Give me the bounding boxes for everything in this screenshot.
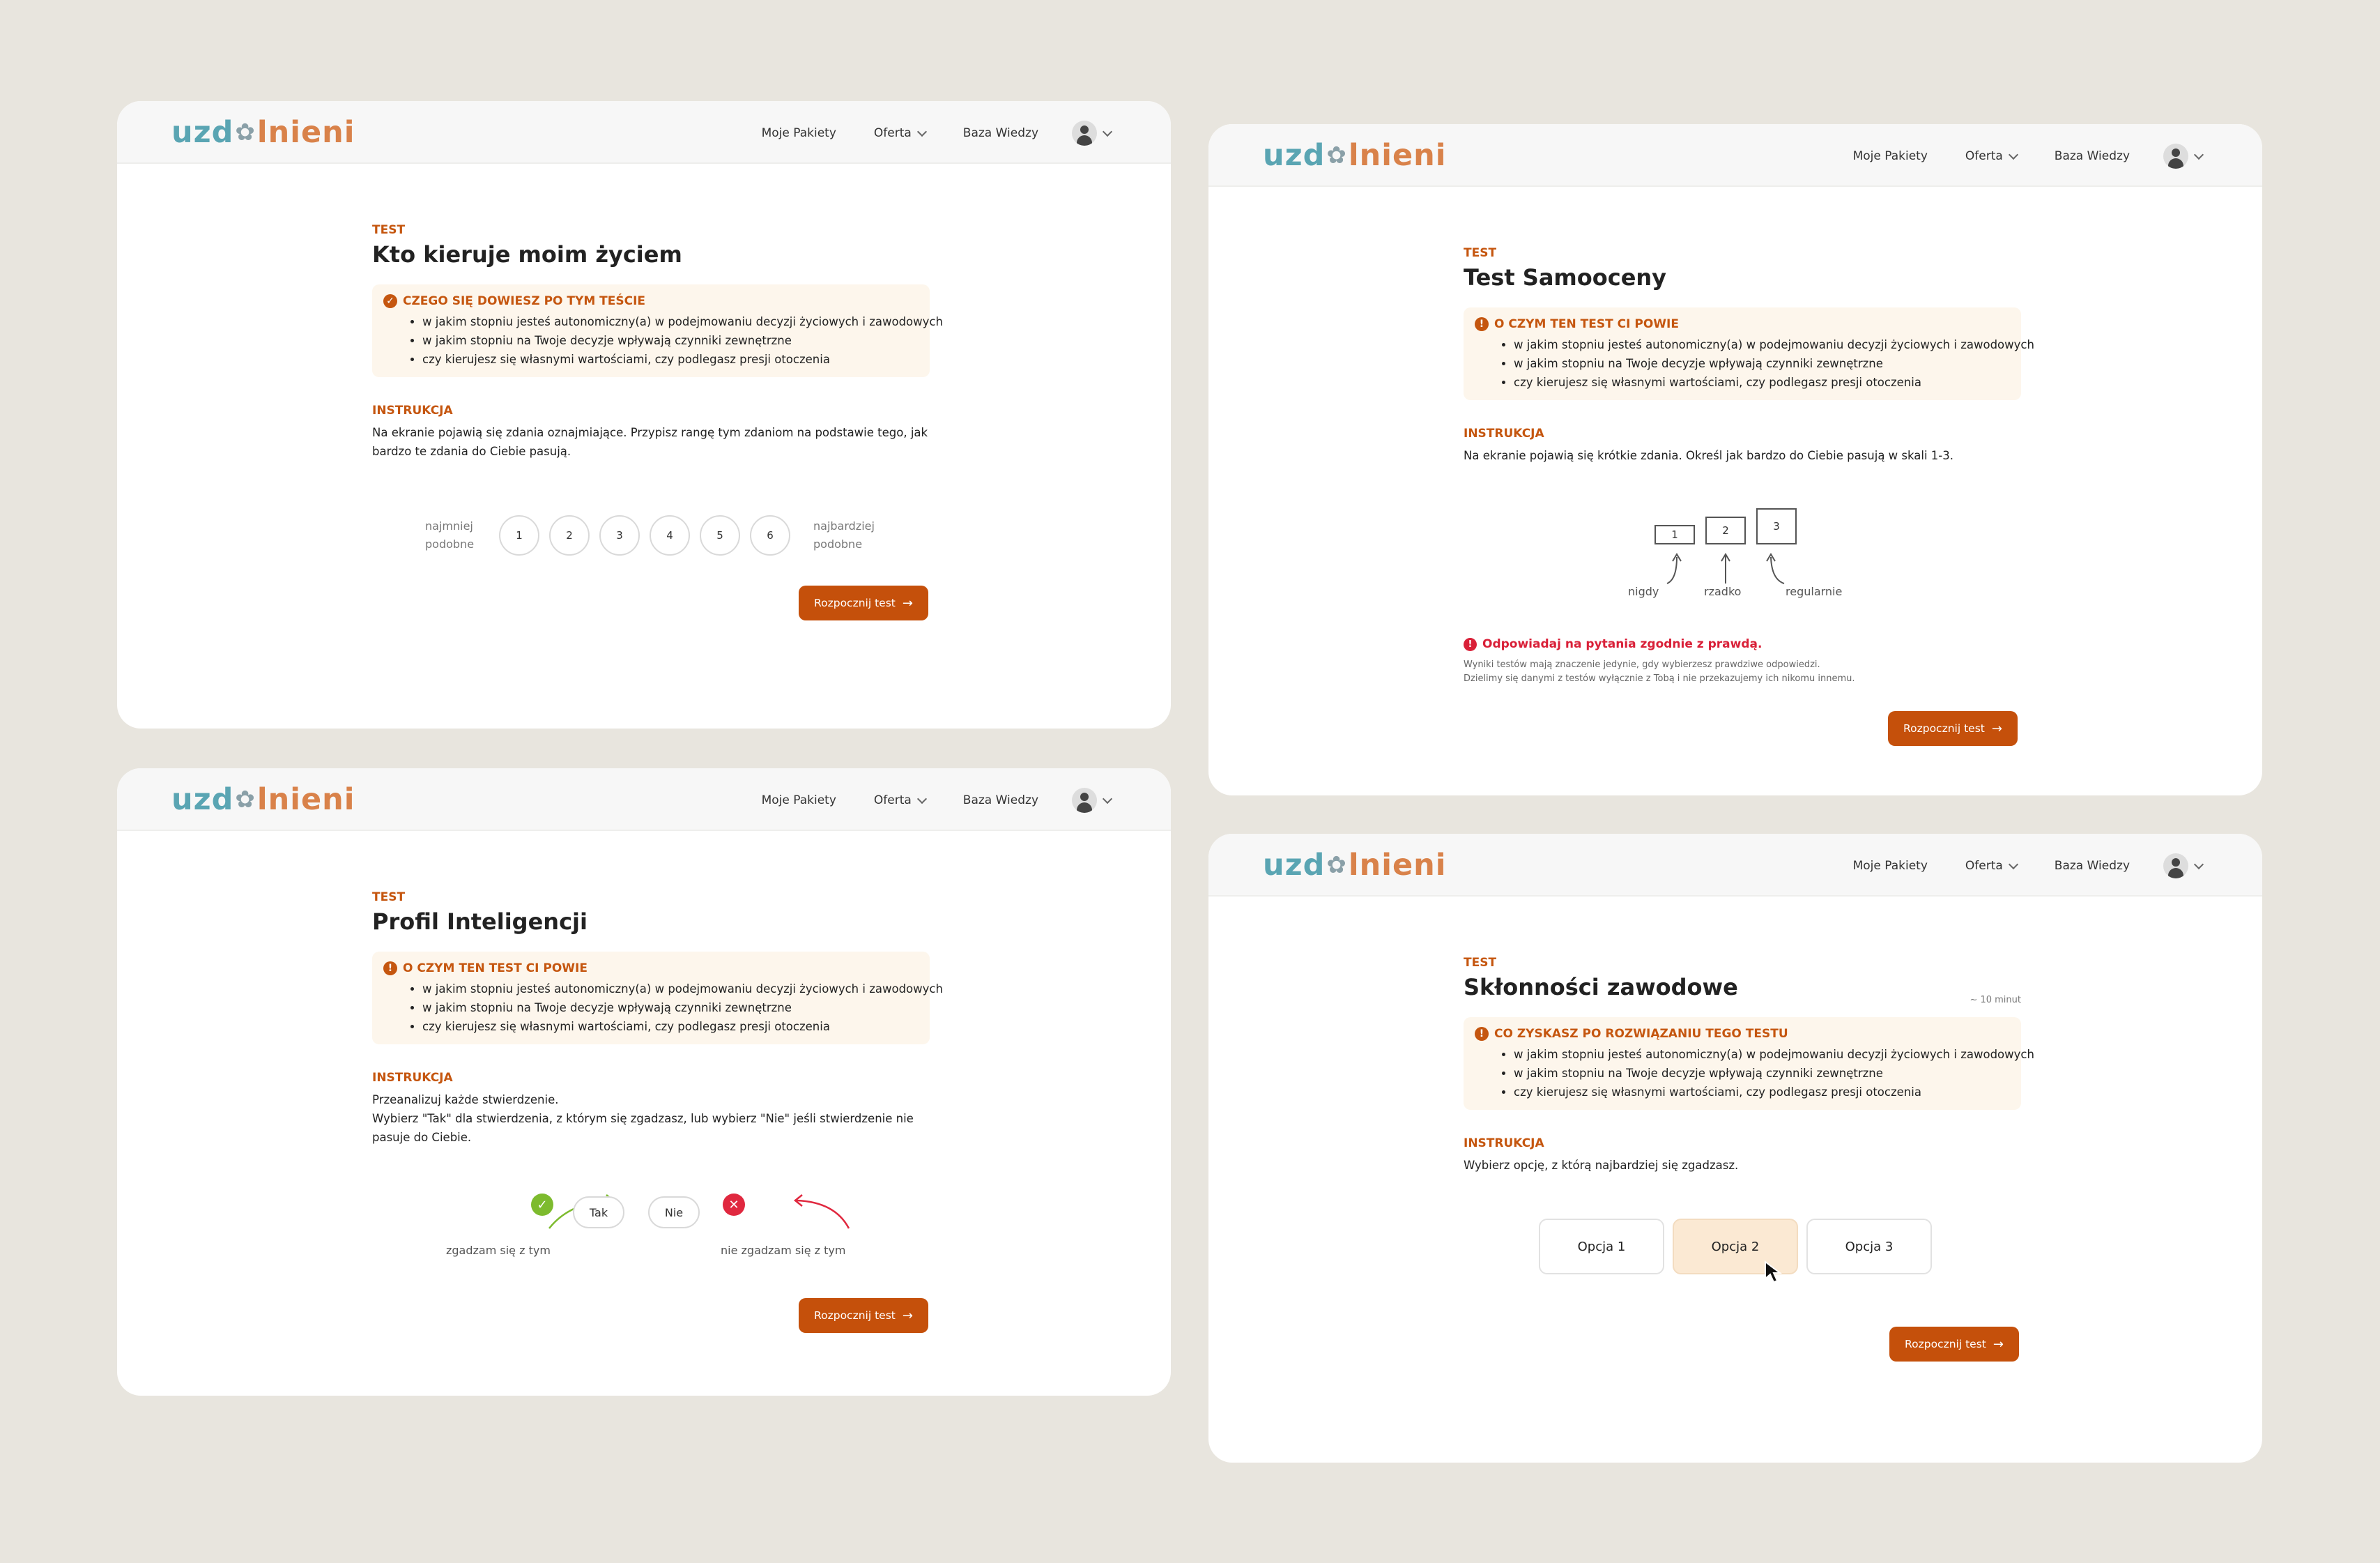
nav-moje-pakiety[interactable]: Moje Pakiety (761, 793, 836, 807)
chevron-down-icon (917, 126, 927, 136)
test-card-sklonnosci (1208, 834, 2262, 1463)
info-title: O CZYM TEN TEST CI POWIE (1494, 317, 1679, 331)
nav-baza-wiedzy[interactable]: Baza Wiedzy (962, 126, 1038, 140)
warning-heading: ! Odpowiadaj na pytania zgodnie z prawdą. (1464, 637, 1762, 651)
nav-baza-wiedzy[interactable]: Baza Wiedzy (2054, 859, 2130, 873)
page-title: Skłonności zawodowe (1464, 974, 1738, 1000)
info-title: O CZYM TEN TEST CI POWIE (403, 961, 588, 975)
logo[interactable]: uzd✿lnieni (171, 115, 355, 150)
option-2[interactable]: Opcja 2 (1673, 1219, 1798, 1274)
instruction-text: Na ekranie pojawią się zdania oznajmiające. Przypisz rangę tym zdaniom na podstawie tego, jak bardzo te zdania do Ciebie pasują. (372, 426, 928, 458)
test-label: TEST (372, 223, 406, 237)
test-label: TEST (372, 890, 406, 904)
nav-moje-pakiety[interactable]: Moje Pakiety (761, 126, 836, 140)
scale-label-nigdy: nigdy (1628, 585, 1659, 598)
logo[interactable]: uzd✿lnieni (1263, 138, 1447, 173)
list-item: • w jakim stopniu jesteś autonomiczny(a) w podejmowaniu decyzji życiowych i zawodowych (1514, 1045, 2010, 1064)
info-box (372, 952, 943, 1044)
arrow-right-icon: → (902, 1308, 913, 1323)
avatar (1072, 788, 1097, 813)
chevron-down-icon (2009, 859, 2018, 869)
scale-box-3: 3 (1756, 508, 1797, 544)
list-item: • w jakim stopniu na Twoje decyzje wpływają czynniki zewnętrzne (1514, 354, 2010, 373)
start-test-button[interactable]: Rozpocznij test → (799, 586, 928, 620)
nav-moje-pakiety[interactable]: Moje Pakiety (1852, 859, 1928, 873)
info-box (1464, 307, 2034, 400)
avatar (1072, 121, 1097, 146)
scale-label-regularnie: regularnie (1786, 585, 1843, 598)
user-menu[interactable] (2163, 144, 2202, 169)
page-title: Kto kieruje moim życiem (372, 241, 682, 268)
logo[interactable]: uzd✿lnieni (1263, 848, 1447, 883)
test-label: TEST (1464, 246, 1497, 260)
user-menu[interactable] (1072, 788, 1111, 813)
info-box (1464, 1017, 2034, 1110)
no-label: nie zgadzam się z tym (721, 1244, 846, 1257)
check-icon: ✓ (531, 1194, 553, 1216)
page-title: Profil Inteligencji (372, 908, 588, 935)
scale-option-1[interactable]: 1 (499, 515, 539, 556)
info-alert-icon: ! (1475, 317, 1489, 331)
test-card-samooceny (1208, 124, 2262, 795)
warning-text: Wyniki testów mają znaczenie jedynie, gdy wybierzesz prawdziwe odpowiedzi. Dzielimy się danymi z testów wyłącznie z Tobą i nie przekazujemy ich nikomu innemu. (1464, 659, 1855, 684)
list-item: • czy kierujesz się własnymi wartościami, czy podlegasz presji otoczenia (1514, 1083, 2010, 1101)
list-item: • czy kierujesz się własnymi wartościami, czy podlegasz presji otoczenia (422, 1017, 919, 1036)
list-item: • czy kierujesz się własnymi wartościami, czy podlegasz presji otoczenia (1514, 373, 2010, 392)
scale-left-label: najmniej podobne (425, 519, 475, 551)
check-badge-icon: ✓ (383, 294, 397, 308)
instruction-text: Wybierz opcję, z którą najbardziej się zgadzasz. (1464, 1159, 1739, 1172)
instruction-text: Na ekranie pojawią się krótkie zdania. Określ jak bardzo do Ciebie pasują w skali 1-3. (1464, 449, 1953, 462)
list-item: • w jakim stopniu jesteś autonomiczny(a) w podejmowaniu decyzji życiowych i zawodowych (422, 979, 919, 998)
test-card-profil-inteligencji (117, 768, 1171, 1396)
instruction-label: INSTRUKCJA (1464, 427, 1544, 441)
instruction-label: INSTRUKCJA (1464, 1136, 1544, 1150)
scale-label-rzadko: rzadko (1704, 585, 1742, 598)
instruction-text: Przeanalizuj każde stwierdzenie. Wybierz "Tak" dla stwierdzenia, z którym się zgadzasz, lub wybierz "Nie" jeśli stwierdzenie nie pasuje do Ciebie. (372, 1093, 914, 1144)
top-nav (117, 101, 1171, 164)
scale-option-3[interactable]: 3 (599, 515, 640, 556)
list-item: • w jakim stopniu jesteś autonomiczny(a) w podejmowaniu decyzji życiowych i zawodowych (422, 312, 919, 331)
top-nav (117, 768, 1171, 831)
nav-baza-wiedzy[interactable]: Baza Wiedzy (2054, 149, 2130, 163)
scale-option-5[interactable]: 5 (700, 515, 740, 556)
yes-label: zgadzam się z tym (446, 1244, 551, 1257)
scale-box-2: 2 (1705, 517, 1746, 544)
list-item: • czy kierujesz się własnymi wartościami, czy podlegasz presji otoczenia (422, 350, 919, 369)
list-item: • w jakim stopniu na Twoje decyzje wpływają czynniki zewnętrzne (422, 331, 919, 350)
list-item: • w jakim stopniu na Twoje decyzje wpływają czynniki zewnętrzne (1514, 1064, 2010, 1083)
arrow-right-icon: → (1993, 1336, 2004, 1352)
avatar (2163, 853, 2188, 878)
scale-arrows (1655, 546, 1808, 589)
info-alert-icon: ! (1475, 1027, 1489, 1041)
avatar (2163, 144, 2188, 169)
nav-oferta[interactable]: Oferta (874, 793, 926, 807)
test-label: TEST (1464, 956, 1497, 970)
yes-option[interactable]: Tak (573, 1196, 624, 1228)
chevron-down-icon (1103, 793, 1112, 803)
option-3[interactable]: Opcja 3 (1806, 1219, 1932, 1274)
instruction-label: INSTRUKCJA (372, 1071, 453, 1085)
nav-oferta[interactable]: Oferta (1965, 149, 2017, 163)
alert-icon: ! (1464, 638, 1477, 651)
start-test-button[interactable]: Rozpocznij test → (1888, 711, 2018, 746)
duration-label: ~ 10 minut (1970, 995, 2021, 1005)
chevron-down-icon (1103, 126, 1112, 136)
no-option[interactable]: Nie (648, 1196, 700, 1228)
user-menu[interactable] (1072, 121, 1111, 146)
chevron-down-icon (2194, 149, 2204, 159)
top-nav (1208, 834, 2262, 897)
scale-option-2[interactable]: 2 (549, 515, 590, 556)
chevron-down-icon (2194, 859, 2204, 869)
nav-baza-wiedzy[interactable]: Baza Wiedzy (962, 793, 1038, 807)
scale-right-label: najbardziej podobne (813, 519, 875, 551)
nav-oferta[interactable]: Oferta (874, 126, 926, 140)
top-nav (1208, 124, 2262, 187)
nav-oferta[interactable]: Oferta (1965, 859, 2017, 873)
list-item: • w jakim stopniu jesteś autonomiczny(a) w podejmowaniu decyzji życiowych i zawodowych (1514, 335, 2010, 354)
close-icon: ✕ (723, 1194, 745, 1216)
list-item: • w jakim stopniu na Twoje decyzje wpływają czynniki zewnętrzne (422, 998, 919, 1017)
user-menu[interactable] (2163, 853, 2202, 878)
arrow-right-icon: → (1991, 721, 2002, 736)
start-test-button[interactable]: Rozpocznij test → (799, 1298, 928, 1333)
scale-option-4[interactable]: 4 (650, 515, 690, 556)
info-title: CZEGO SIĘ DOWIESZ PO TYM TEŚCIE (403, 294, 646, 308)
start-test-button[interactable]: Rozpocznij test → (1889, 1327, 2019, 1362)
instruction-label: INSTRUKCJA (372, 404, 453, 418)
info-title: CO ZYSKASZ PO ROZWIĄZANIU TEGO TESTU (1494, 1027, 1788, 1041)
logo[interactable]: uzd✿lnieni (171, 782, 355, 817)
cursor-icon (1764, 1260, 1783, 1284)
chevron-down-icon (2009, 149, 2018, 159)
scale-option-6[interactable]: 6 (750, 515, 790, 556)
option-1[interactable]: Opcja 1 (1539, 1219, 1664, 1274)
yes-no-arrows (493, 1187, 912, 1242)
nav-moje-pakiety[interactable]: Moje Pakiety (1852, 149, 1928, 163)
info-alert-icon: ! (383, 961, 397, 975)
page-title: Test Samooceny (1464, 264, 1667, 291)
chevron-down-icon (917, 793, 927, 803)
test-card-kto-kieruje (117, 101, 1171, 729)
info-box (372, 284, 943, 377)
scale-box-1: 1 (1655, 525, 1695, 544)
arrow-right-icon: → (902, 595, 913, 611)
